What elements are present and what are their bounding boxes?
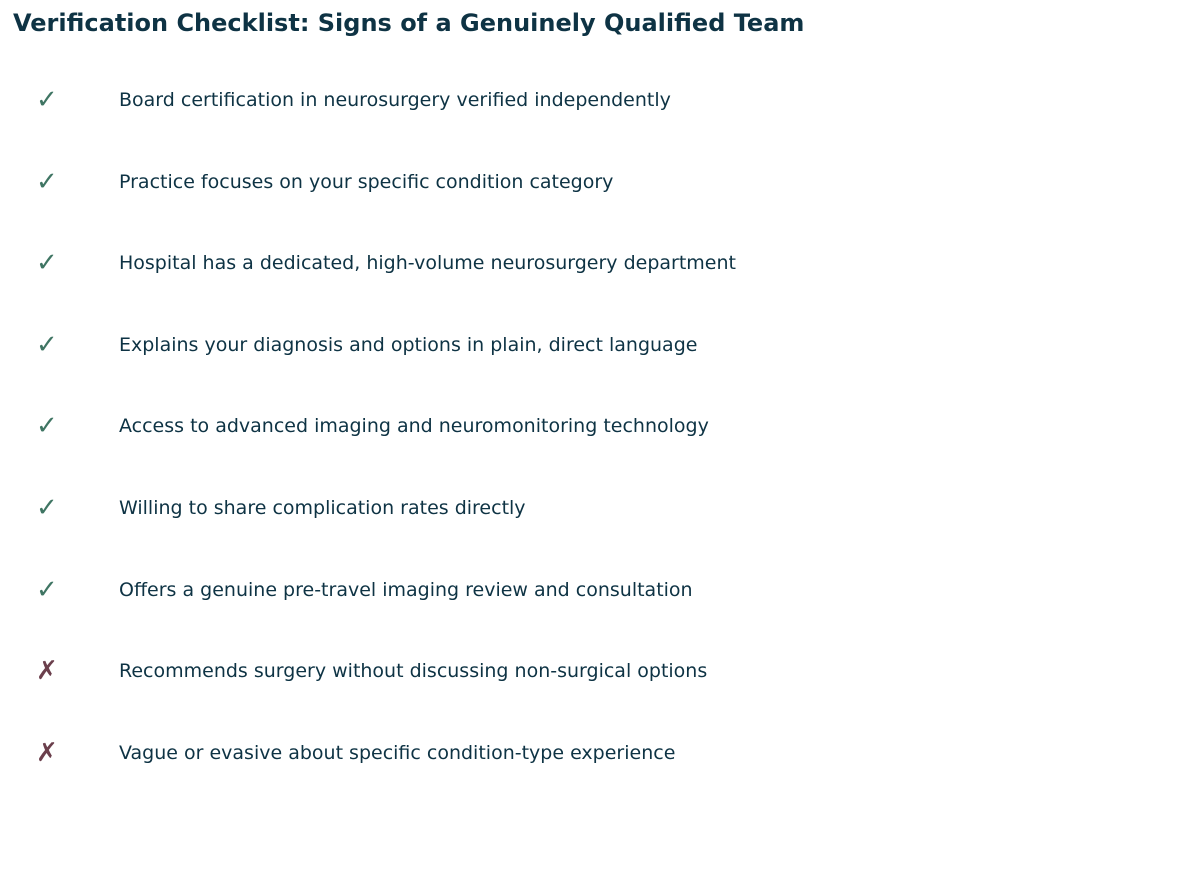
checklist-item-label: Explains your diagnosis and options in plain, direct language xyxy=(119,333,698,356)
check-icon: ✓ xyxy=(36,411,58,442)
check-icon: ✓ xyxy=(36,248,58,279)
checklist-item xyxy=(0,304,1200,386)
checklist-item-label: Practice focuses on your specific condition category xyxy=(119,170,614,193)
check-icon: ✓ xyxy=(36,329,58,360)
page-title: Verification Checklist: Signs of a Genuinely Qualified Team xyxy=(13,9,805,37)
checklist-item-label: Board certification in neurosurgery verified independently xyxy=(119,89,671,111)
checklist-item xyxy=(0,59,1200,141)
check-icon: ✓ xyxy=(36,166,58,197)
checklist-item-label: Recommends surgery without discussing non-surgical options xyxy=(119,660,708,683)
checklist-item xyxy=(0,549,1200,631)
check-icon: ✓ xyxy=(36,85,58,115)
checklist-item-label: Offers a genuine pre-travel imaging review and consultation xyxy=(119,578,693,601)
checklist-item xyxy=(0,222,1200,304)
checklist-item-label: Hospital has a dedicated, high-volume neurosurgery department xyxy=(119,252,736,275)
checklist-item-label: Vague or evasive about specific condition-type experience xyxy=(119,741,676,764)
checklist-item-label: Willing to share complication rates directly xyxy=(119,496,526,519)
checklist-item xyxy=(0,141,1200,223)
cross-icon: ✗ xyxy=(36,737,58,768)
checklist-item xyxy=(0,712,1200,794)
cross-icon: ✗ xyxy=(36,656,58,687)
checklist-item-label: Access to advanced imaging and neuromonitoring technology xyxy=(119,415,709,438)
check-icon: ✓ xyxy=(36,574,58,605)
checklist-item xyxy=(0,630,1200,712)
verification-checklist xyxy=(0,59,1200,793)
check-icon: ✓ xyxy=(36,492,58,523)
checklist-item xyxy=(0,385,1200,467)
checklist-item xyxy=(0,467,1200,549)
